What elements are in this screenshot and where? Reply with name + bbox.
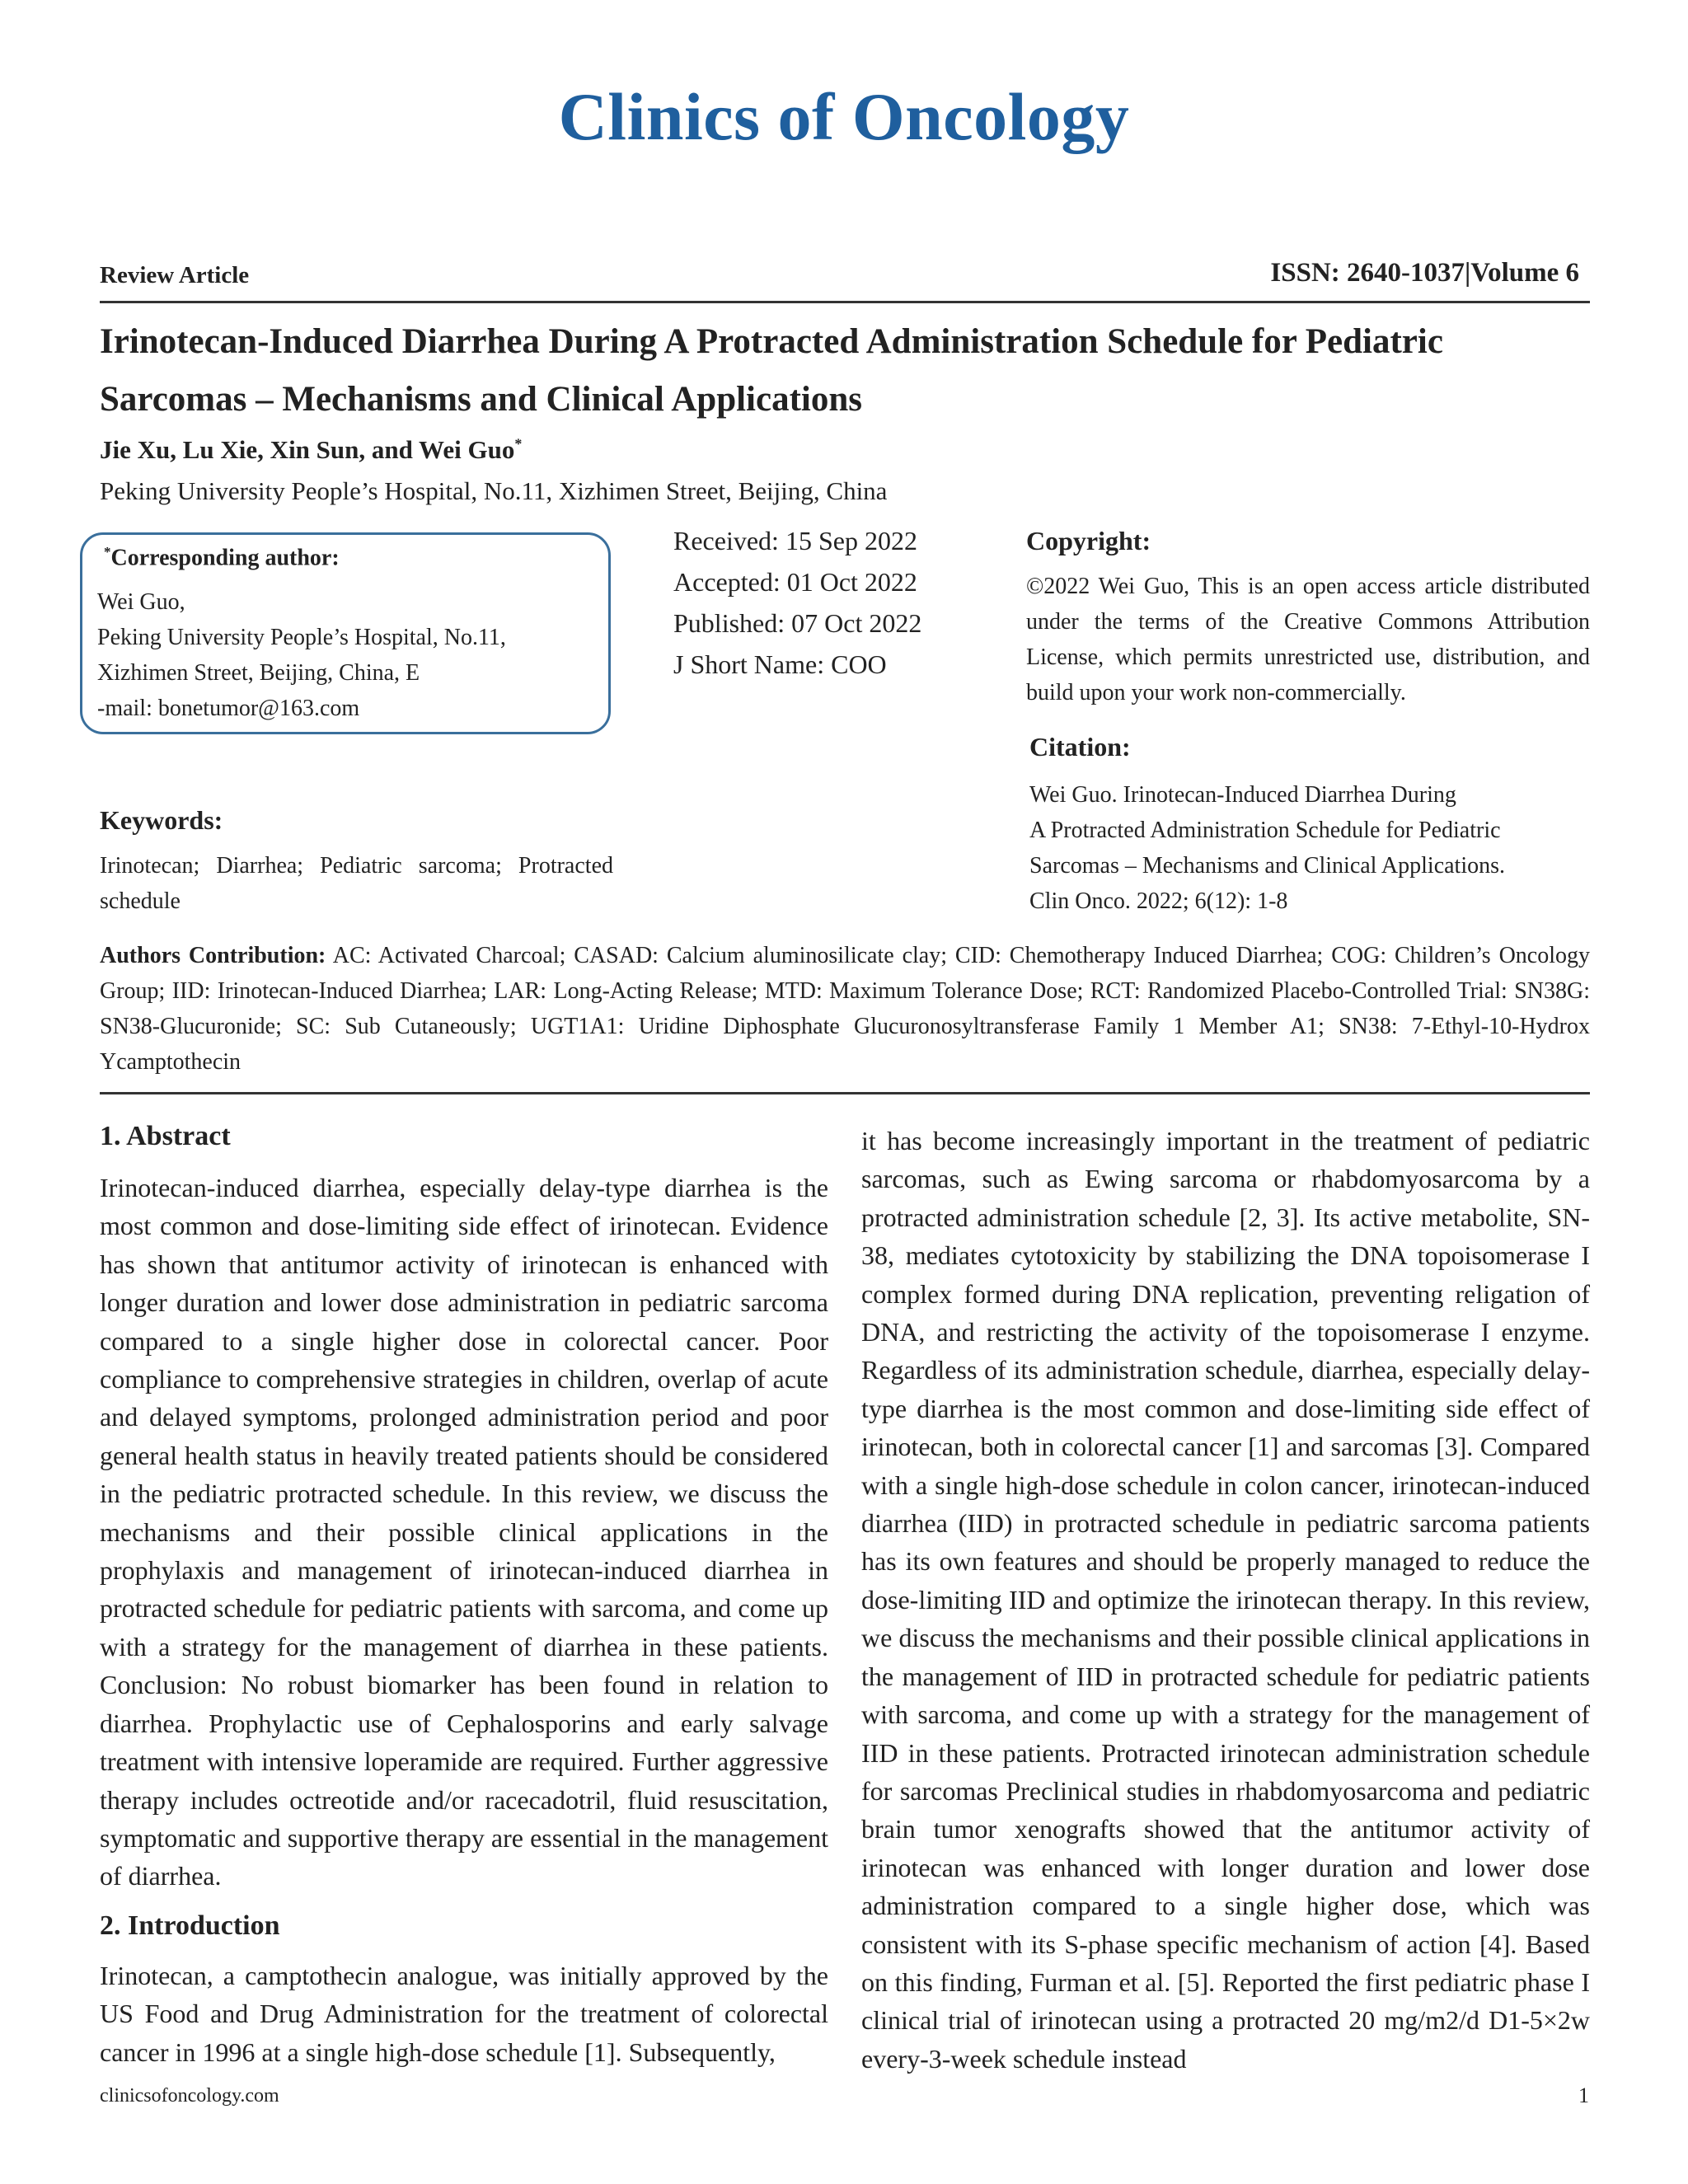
corresponding-email: -mail: bonetumor@163.com <box>97 696 360 721</box>
journal-short-name: J Short Name: COO <box>673 649 887 679</box>
citation-line: Sarcomas – Mechanisms and Clinical Applications. <box>1029 853 1506 879</box>
page-number: 1 <box>1578 2083 1589 2107</box>
copyright-text: ©2022 Wei Guo, This is an open access article distributed under the terms of the Creative Commons Attribution License, which permits unrestricted use, distribution, and build upon your work non-commercially. <box>1026 574 1590 705</box>
corresponding-box-mark: * <box>104 544 111 560</box>
citation-line: A Protracted Administration Schedule for Pediatric <box>1029 818 1501 843</box>
received-date: Received: 15 Sep 2022 <box>673 526 917 555</box>
affiliation: Peking University People’s Hospital, No.11, Xizhimen Street, Beijing, China <box>100 476 888 505</box>
corresponding-mark: * <box>514 435 523 452</box>
header-divider <box>100 301 1590 303</box>
introduction-continued-text: it has become increasingly important in the treatment of pediatric sarcomas, such as Ewing sarcoma or rhabdomyosarcoma by a protracted administration schedule [2, 3]. Its active metabolite, SN-38, mediates cytotoxicity by stabilizing the DNA topoisomerase I complex formed during DNA replication, preventing religation of DNA, and restricting the activity of the topoisomerase I enzyme. Regardless of its administration schedule, diarrhea, especially delay-type diarrhea is the most common and dose-limiting side effect of irinotecan, both in colorectal cancer [1] and sarcomas [3]. Compared with a single high-dose schedule in colon cancer, irinotecan-induced diarrhea (IID) in protracted schedule in pediatric sarcoma patients has its own features and should be properly managed to reduce the dose-limiting IID and optimize the irinotecan therapy. In this review, we discuss the mechanisms and their possible clinical applications in the management of IID in protracted schedule for pediatric patients with sarcoma, and come up with a strategy for the management of IID in these patients. Protracted irinotecan administration schedule for sarcomas Preclinical studies in rhabdomyosarcoma and pediatric brain tumor xenografts showed that the antitumor activity of irinotecan was enhanced with longer duration and lower dose administration compared to a single higher dose, which was consistent with its S-phase specific mechanism of action [4]. Based on this finding, Furman et al. [5]. Reported the first pediatric phase I clinical trial of irinotecan using a protracted 20 mg/m2/d D1-5×2w every-3-week schedule instead <box>861 1126 1590 2074</box>
section-divider <box>100 1092 1590 1094</box>
corresponding-line: Xizhimen Street, Beijing, China, E <box>97 660 420 686</box>
citation-heading: Citation: <box>1029 732 1131 762</box>
accepted-date: Accepted: 01 Oct 2022 <box>673 567 917 597</box>
corresponding-author-heading <box>104 544 340 571</box>
keywords-heading: Keywords: <box>100 805 223 835</box>
corresponding-line: Wei Guo, <box>97 589 185 615</box>
authors-contribution <box>100 938 1590 1080</box>
copyright-heading: Copyright: <box>1026 526 1151 555</box>
abstract-text: Irinotecan-induced diarrhea, especially delay-type diarrhea is the most common and dose-limiting side effect of irinotecan. Evidence has shown that antitumor activity of irinotecan is enhanced with longer duration and lower dose administration in pediatric sarcoma compared to a single higher dose in colorectal cancer. Poor compliance to comprehensive strategies in children, overlap of acute and delayed symptoms, prolonged administration period and poor general health status in heavily treated patients should be considered in the pediatric protracted schedule. In this review, we discuss the mechanisms and their possible clinical applications in the prophylaxis and management of irinotecan-induced diarrhea in protracted schedule for pediatric patients with sarcoma, and come up with a strategy for the management of diarrhea in these patients. Conclusion: No robust biomarker has been found in relation to diarrhea. Prophylactic use of Cephalosporins and early salvage treatment with intensive loperamide are required. Further aggressive therapy includes octreotide and/or racecadotril, fluid resuscitation, symptomatic and supportive therapy are essential in the management of diarrhea. <box>100 1173 828 1891</box>
abstract-heading: 1. Abstract <box>100 1121 231 1151</box>
footer-website: clinicsofoncology.com <box>100 2085 279 2107</box>
journal-title: Clinics of Oncology <box>558 79 1130 154</box>
author-list <box>100 435 522 465</box>
article-type: Review Article <box>100 262 250 288</box>
contribution-text: AC: Activated Charcoal; CASAD: Calcium aluminosilicate clay; CID: Chemotherapy Induced Diarrhea; COG: Children’s Oncology Group; IID: Irinotecan-Induced Diarrhea; LAR: Long-Acting Release; MTD: Maximum Tolerance Dose; RCT: Randomized Placebo-Controlled Trial: SN38G: SN38-Glucuronide; SC: Sub Cutaneously; UGT1A1: Uridine Diphosphate Glucuronosyltransferase Family 1 Member A1; SN38: 7-Ethyl-10-Hydrox Ycamptothecin <box>100 943 1590 1075</box>
citation-line: Clin Onco. 2022; 6(12): 1-8 <box>1029 888 1288 914</box>
article-title: Irinotecan-Induced Diarrhea During A Protracted Administration Schedule for Pediatric Sarcomas – Mechanisms and Clinical Applications <box>100 322 1443 419</box>
citation-line: Wei Guo. Irinotecan-Induced Diarrhea During <box>1029 782 1456 808</box>
issn-volume: ISSN: 2640-1037|Volume 6 <box>1270 258 1579 288</box>
author-names: Jie Xu, Lu Xie, Xin Sun, and Wei Guo <box>100 435 515 464</box>
introduction-heading: 2. Introduction <box>100 1910 280 1941</box>
introduction-text: Irinotecan, a camptothecin analogue, was initially approved by the US Food and Drug Administration for the treatment of colorectal cancer in 1996 at a single high-dose schedule [1]. Subsequently, <box>100 1961 828 2067</box>
published-date: Published: 07 Oct 2022 <box>673 608 922 638</box>
keywords-text: Irinotecan; Diarrhea; Pediatric sarcoma; Protracted schedule <box>100 853 613 914</box>
contribution-label: Authors Contribution: <box>100 943 326 968</box>
corresponding-heading-text: Corresponding author: <box>110 545 340 571</box>
corresponding-line: Peking University People’s Hospital, No.11, <box>97 625 506 650</box>
